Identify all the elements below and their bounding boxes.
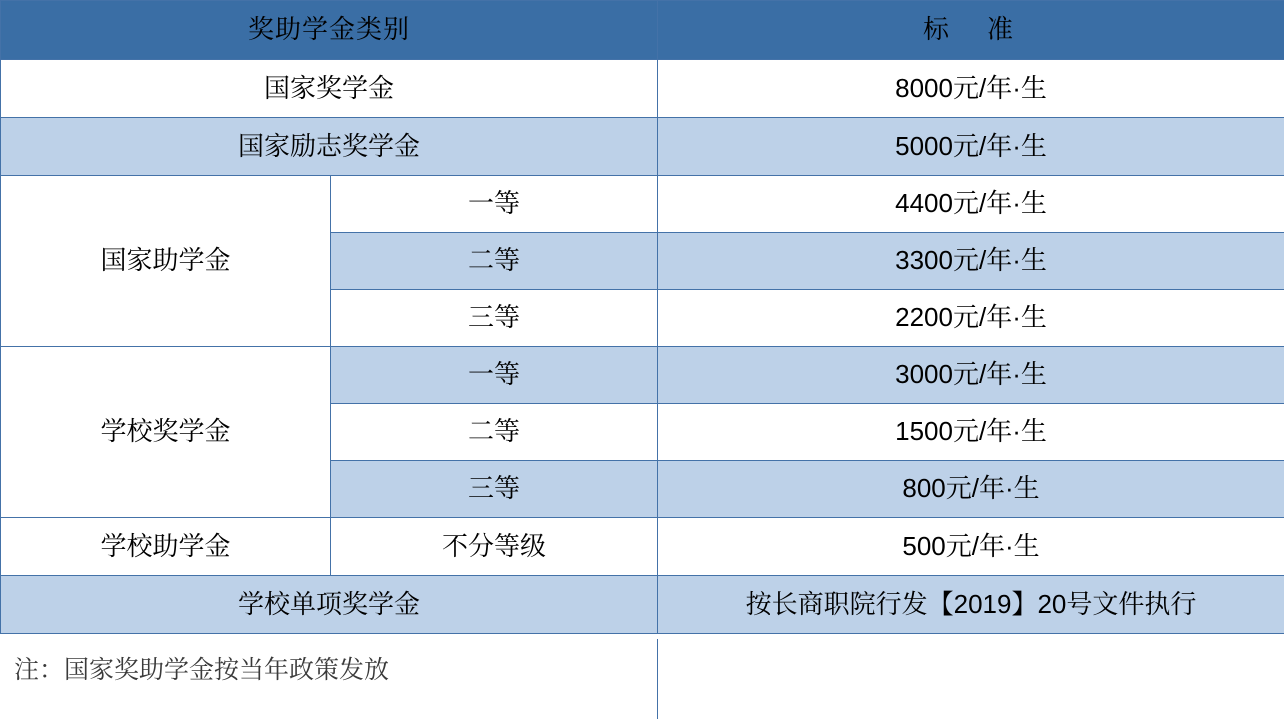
row-standard-national-grant-1: 4400元/年·生 bbox=[658, 176, 1284, 233]
row-level-school-scholarship-1: 一等 bbox=[331, 347, 658, 404]
header-standard: 标 准 bbox=[658, 1, 1284, 60]
row-level-national-grant-3: 三等 bbox=[331, 290, 658, 347]
row-category-school-scholarship: 学校奖学金 bbox=[1, 347, 331, 518]
row-standard-national-grant-2: 3300元/年·生 bbox=[658, 233, 1284, 290]
table-footnote: 注：国家奖助学金按当年政策发放 bbox=[14, 656, 390, 684]
table-header-row bbox=[1, 1, 1284, 60]
table-row bbox=[1, 60, 1284, 118]
row-standard-national-grant-3: 2200元/年·生 bbox=[658, 290, 1284, 347]
row-standard-school-scholarship-2: 1500元/年·生 bbox=[658, 404, 1284, 461]
table-row bbox=[1, 118, 1284, 176]
table-row bbox=[1, 176, 1284, 233]
row-standard-national-inspiration: 5000元/年·生 bbox=[658, 118, 1284, 176]
row-standard-school-scholarship-1: 3000元/年·生 bbox=[658, 347, 1284, 404]
row-category-national-grant: 国家助学金 bbox=[1, 176, 331, 347]
row-level-school-grant: 不分等级 bbox=[331, 518, 658, 576]
row-category-national-scholarship: 国家奖学金 bbox=[1, 60, 658, 118]
row-standard-school-special: 按长商职院行发【2019】20号文件执行 bbox=[658, 576, 1284, 634]
table-row bbox=[1, 347, 1284, 404]
row-standard-school-grant: 500元/年·生 bbox=[658, 518, 1284, 576]
row-category-school-special: 学校单项奖学金 bbox=[1, 576, 658, 634]
table-column-divider bbox=[657, 639, 658, 719]
row-category-school-grant: 学校助学金 bbox=[1, 518, 331, 576]
row-level-national-grant-1: 一等 bbox=[331, 176, 658, 233]
row-standard-school-scholarship-3: 800元/年·生 bbox=[658, 461, 1284, 518]
header-category: 奖助学金类别 bbox=[1, 1, 658, 60]
row-level-national-grant-2: 二等 bbox=[331, 233, 658, 290]
row-level-school-scholarship-2: 二等 bbox=[331, 404, 658, 461]
row-standard-national-scholarship: 8000元/年·生 bbox=[658, 60, 1284, 118]
row-category-national-inspiration: 国家励志奖学金 bbox=[1, 118, 658, 176]
row-level-school-scholarship-3: 三等 bbox=[331, 461, 658, 518]
table-row bbox=[1, 518, 1284, 576]
table-row bbox=[1, 576, 1284, 634]
